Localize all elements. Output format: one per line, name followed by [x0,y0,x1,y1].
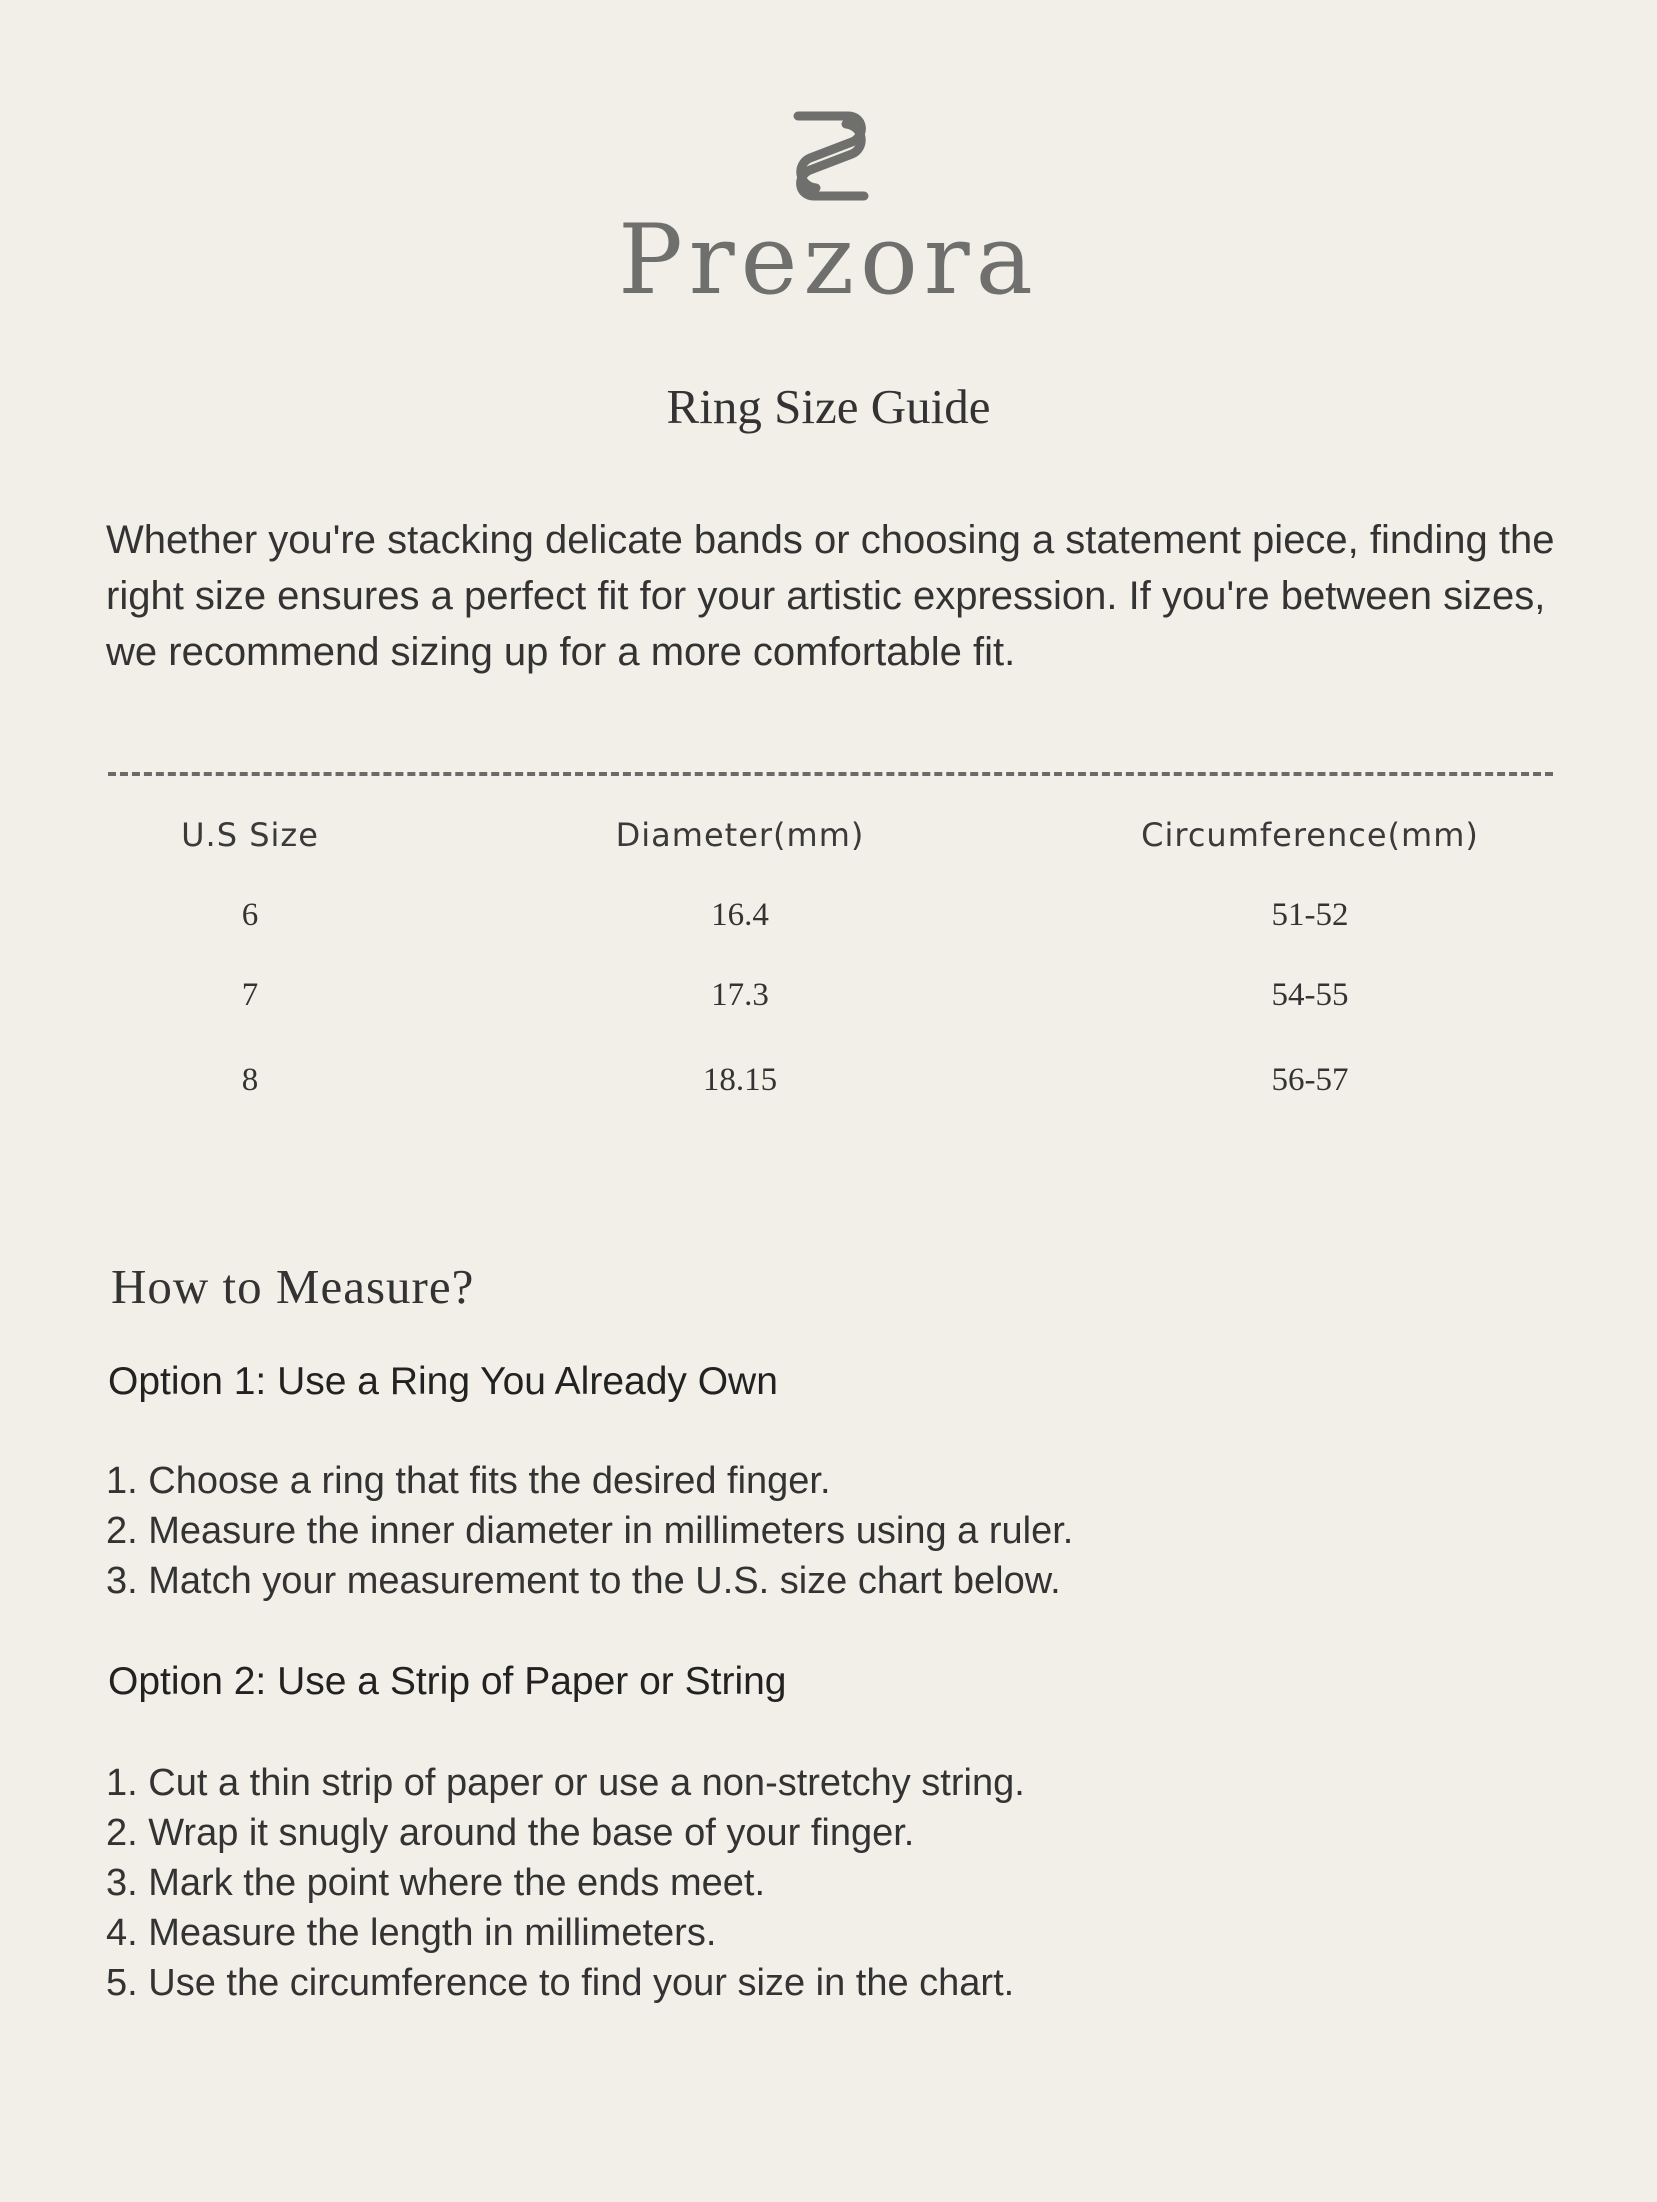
how-to-measure-heading: How to Measure? [111,1259,475,1314]
table-header-us-size: U.S Size [181,816,319,854]
table-cell-circumference: 56-57 [1271,1062,1349,1098]
table-header-circumference: Circumference(mm) [1141,816,1479,854]
table-cell-diameter: 17.3 [711,977,769,1013]
table-header-diameter: Diameter(mm) [615,816,865,854]
intro-paragraph: Whether you're stacking delicate bands or choosing a statement piece, finding the right size ensures a perfect fit for your artistic expression. If you're between sizes, we recommend sizing up for a more comfortable fit. [106,518,1555,674]
step-item: 1. Cut a thin strip of paper or use a non-stretchy string. [106,1762,1025,1804]
table-cell-circumference: 51-52 [1271,897,1349,933]
prezora-monogram-icon [790,108,872,204]
page-title: Ring Size Guide [666,379,991,434]
table-cell-size: 6 [241,897,259,933]
option-2-steps [106,1758,1025,2008]
table-cell-diameter: 18.15 [702,1062,778,1098]
step-item: 4. Measure the length in millimeters. [106,1912,717,1954]
table-cell-circumference: 54-55 [1271,977,1349,1013]
option-1-title: Option 1: Use a Ring You Already Own [108,1360,778,1403]
table-cell-size: 7 [241,977,259,1013]
step-item: 1. Choose a ring that fits the desired finger. [106,1460,831,1502]
brand-name: Prezora [618,204,1039,316]
dashed-divider [108,772,1553,776]
step-item: 2. Measure the inner diameter in millimeters using a ruler. [106,1510,1074,1552]
step-item: 3. Mark the point where the ends meet. [106,1862,766,1904]
option-2-title: Option 2: Use a Strip of Paper or String [108,1660,787,1703]
table-cell-size: 8 [241,1062,259,1098]
option-1-steps [106,1456,1073,1606]
table-cell-diameter: 16.4 [711,897,769,933]
step-item: 5. Use the circumference to find your size in the chart. [106,1962,1015,2004]
step-item: 3. Match your measurement to the U.S. size chart below. [106,1560,1061,1602]
step-item: 2. Wrap it snugly around the base of your finger. [106,1812,915,1854]
